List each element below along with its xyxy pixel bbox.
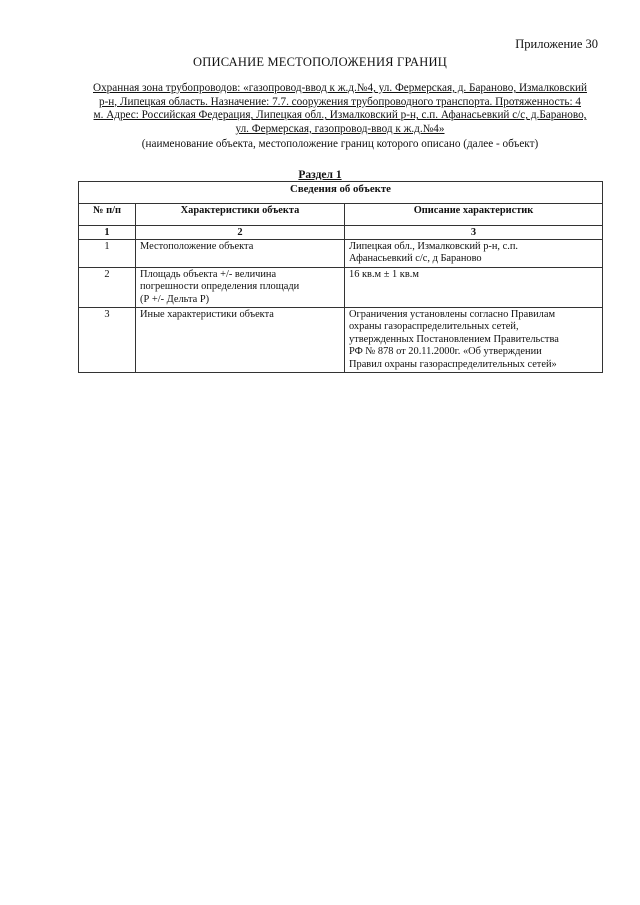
cell-line: 16 кв.м ± 1 кв.м (349, 268, 419, 280)
characteristic-cell (136, 267, 345, 307)
cell-line: охраны газораспределительных сетей, (349, 321, 519, 333)
header-description: Описание характеристик (345, 204, 603, 226)
cell-line: Афанасьевкий с/с, д Бараново (349, 253, 482, 265)
object-caption: (наименование объекта, местоположение границ которого описано (далее - объект) (141, 138, 539, 150)
header-characteristic: Характеристики объекта (136, 204, 345, 226)
table-row (79, 240, 603, 268)
cell-line: Иные характеристики объекта (140, 309, 274, 321)
cell-line: Ограничения установлены согласно Правилам (349, 309, 556, 321)
cell-line: Местоположение объекта (140, 241, 254, 252)
object-description (78, 82, 602, 136)
cell-line: Правил охраны газораспределительных сетей» (349, 358, 557, 370)
table-row (79, 267, 603, 307)
characteristic-cell (136, 240, 345, 268)
row-number: 1 (79, 240, 136, 268)
column-number: 3 (345, 226, 603, 240)
row-number: 3 (79, 308, 136, 373)
cell-line: Площадь объекта +/- величина (140, 268, 277, 280)
object-description-line: р-н, Липецкая область. Назначение: 7.7. сооружения трубопроводного транспорта. Протяженность: 4 (98, 95, 582, 108)
column-number: 2 (136, 226, 345, 240)
section-heading: Раздел 1 (298, 169, 342, 181)
object-description-line: м. Адрес: Российская Федерация, Липецкая обл., Измалковский р-н, с.п. Афанасьевкий с/с, д.Бараново, (93, 109, 587, 122)
row-number: 2 (79, 267, 136, 307)
column-number: 1 (79, 226, 136, 240)
object-description-line: Охранная зона трубопроводов: «газопровод-ввод к ж.д.№4, ул. Фермерская, д. Бараново, Измалковский (93, 82, 587, 94)
object-info-table (78, 181, 603, 373)
description-cell (345, 267, 603, 307)
cell-line: погрешности определения площади (140, 281, 300, 293)
description-cell (345, 240, 603, 268)
object-description-line: ул. Фермерская, газопровод-ввод к ж.д.№4» (235, 122, 445, 135)
cell-line: (Р +/- Дельта Р) (140, 293, 210, 305)
cell-line: Липецкая обл., Измалковский р-н, с.п. (349, 241, 518, 252)
cell-line: РФ № 878 от 20.11.2000г. «Об утверждении (349, 346, 542, 358)
header-num: № п/п (79, 204, 136, 226)
table-row (79, 308, 603, 373)
characteristic-cell (136, 308, 345, 373)
table-title: Сведения об объекте (79, 182, 603, 204)
description-cell (345, 308, 603, 373)
document-title: ОПИСАНИЕ МЕСТОПОЛОЖЕНИЯ ГРАНИЦ (193, 55, 447, 69)
appendix-number: Приложение 30 (515, 37, 598, 51)
cell-line: утвержденных Постановлением Правительства (349, 333, 559, 345)
